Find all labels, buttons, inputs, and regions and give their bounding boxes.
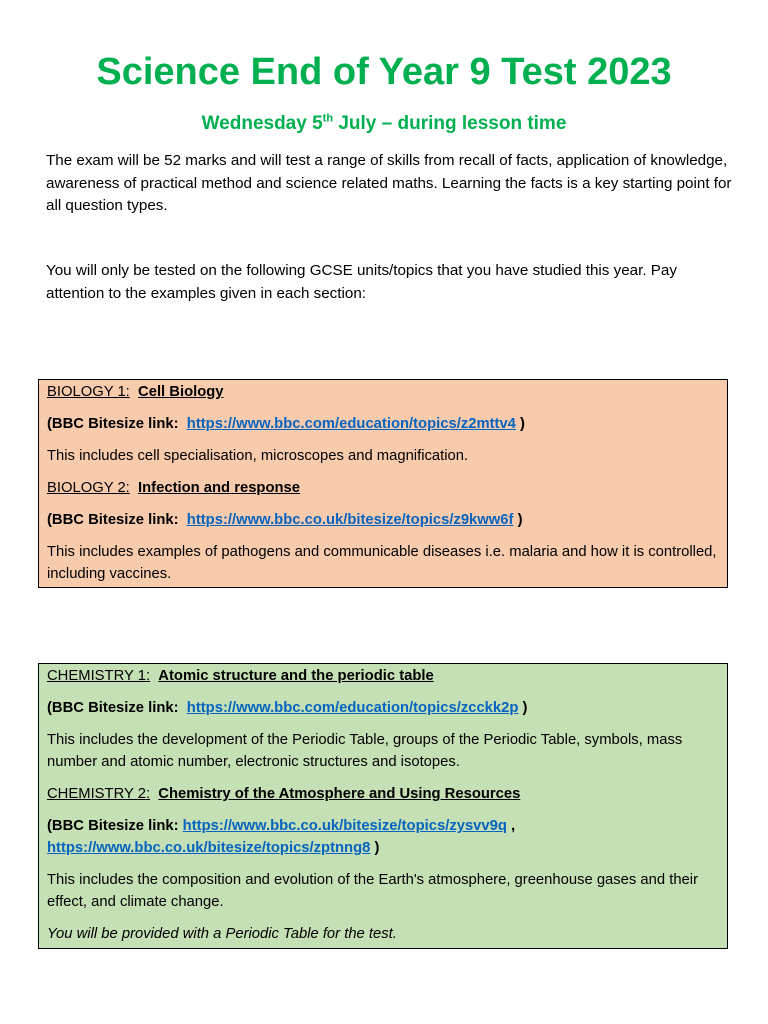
biology-2-link-line [47,509,719,531]
biology-section [38,379,728,588]
chemistry-2-link-prefix: (BBC Bitesize link: [47,818,179,834]
chemistry-1-link-line [47,697,719,719]
chemistry-1-link-suffix: ) [522,700,528,716]
biology-2-category: BIOLOGY 2: [47,480,130,496]
biology-1-link-prefix: (BBC Bitesize link: [47,416,179,432]
biology-1-link-suffix: ) [520,416,525,432]
chemistry-2-topic: Chemistry of the Atmosphere and Using Resources [158,786,521,802]
biology-2-topic: Infection and response [138,480,301,496]
intro-paragraph-topics: You will only be tested on the following GCSE units/topics that you have studied this year. Pay attention to the examples given in each section: [46,262,677,302]
biology-2-bitesize-link[interactable]: https://www.bbc.co.uk/bitesize/topics/z9kww6f [186,512,514,528]
biology-2-link-suffix: ) [517,512,523,528]
biology-1-heading [47,381,719,403]
chemistry-2-description: This includes the composition and evolution of the Earth's atmosphere, greenhouse gases and their effect, and climate change. [47,872,698,910]
exam-date-subtitle [0,110,768,138]
chemistry-section [38,663,728,949]
chemistry-1-description: This includes the development of the Periodic Table, groups of the Periodic Table, symbols, mass number and atomic number, electronic structures and isotopes. [47,732,683,770]
page-title: Science End of Year 9 Test 2023 [96,51,672,93]
chemistry-2-bitesize-link-a[interactable]: https://www.bbc.co.uk/bitesize/topics/zysvv9q [182,818,507,834]
subtitle-ordinal: th [322,112,334,125]
chemistry-1-bitesize-link[interactable]: https://www.bbc.com/education/topics/zcckk2p [186,700,519,716]
biology-1-category: BIOLOGY 1: [47,384,130,400]
chemistry-2-link-suffix: ) [374,840,380,856]
biology-2-link-prefix: (BBC Bitesize link: [47,512,179,528]
subtitle-date: Wednesday 5 [201,113,323,134]
chemistry-2-link-line-1 [47,815,719,837]
periodic-table-note: You will be provided with a Periodic Table for the test. [47,926,397,942]
chemistry-2-bitesize-link-b[interactable]: https://www.bbc.co.uk/bitesize/topics/zptnng8 [47,840,371,856]
intro-paragraph-marks: The exam will be 52 marks and will test a range of skills from recall of facts, application of knowledge, awareness of practical method and science related maths. Learning the facts is a key starting point for all question types. [46,152,732,214]
chemistry-2-link-separator: , [511,818,516,834]
biology-1-description: This includes cell specialisation, microscopes and magnification. [47,448,469,464]
chemistry-1-link-prefix: (BBC Bitesize link: [47,700,179,716]
biology-1-bitesize-link[interactable]: https://www.bbc.com/education/topics/z2mttv4 [186,416,516,432]
chemistry-2-heading [47,783,719,805]
biology-2-heading [47,477,719,499]
chemistry-1-category: CHEMISTRY 1: [47,668,151,684]
subtitle-rest: July – during lesson time [333,113,567,134]
chemistry-1-topic: Atomic structure and the periodic table [158,668,434,684]
biology-1-topic: Cell Biology [138,384,224,400]
biology-1-link-line [47,413,719,435]
chemistry-1-heading [47,665,719,687]
chemistry-2-category: CHEMISTRY 2: [47,786,151,802]
biology-2-description: This includes examples of pathogens and communicable diseases i.e. malaria and how it is controlled, including vaccines. [47,544,717,582]
chemistry-2-link-line-2 [47,837,719,859]
